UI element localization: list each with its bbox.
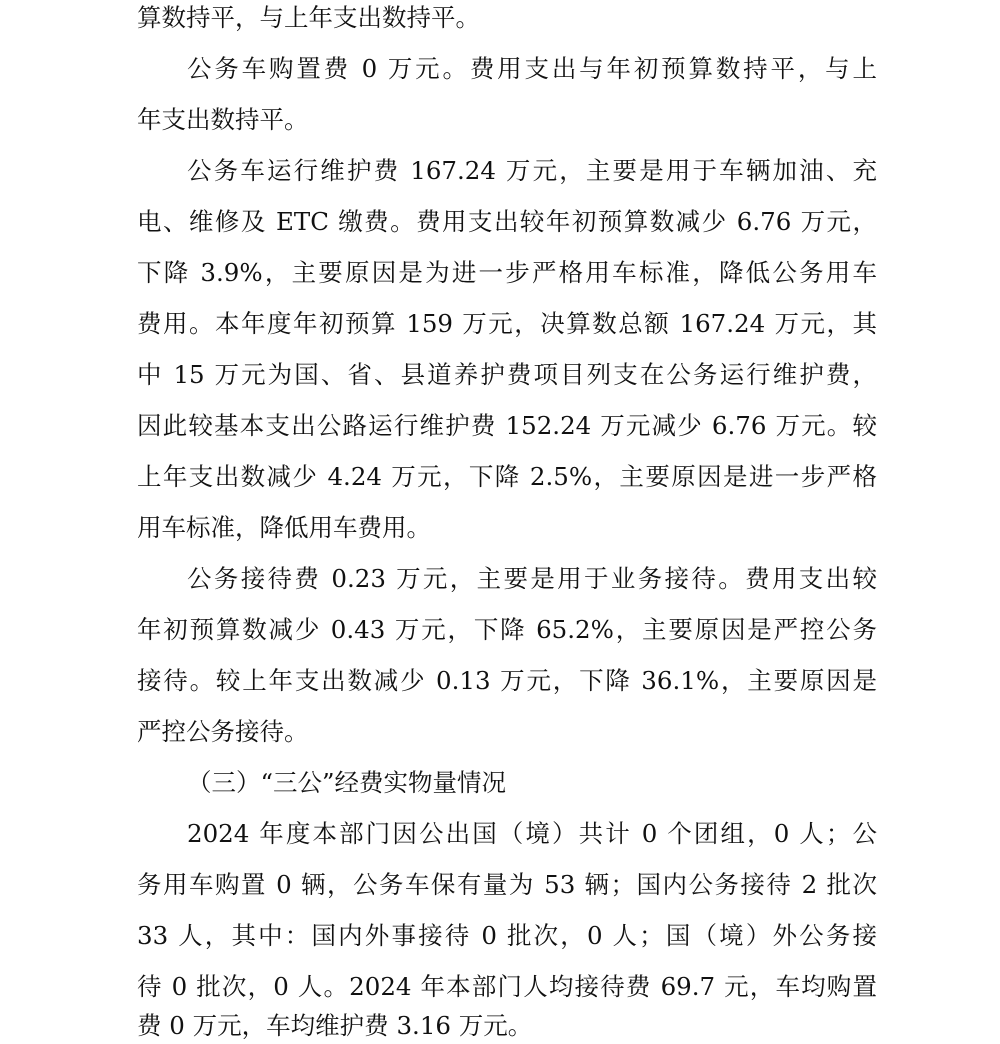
text-line-5: 电、维修及 ETC 缴费。费用支出较年初预算数减少 6.76 万元， bbox=[137, 207, 877, 236]
text-line-6: 下降 3.9%，主要原因是为进一步严格用车标准，降低公务用车 bbox=[137, 258, 877, 287]
text-line-7: 费用。本年度年初预算 159 万元，决算数总额 167.24 万元，其 bbox=[137, 309, 877, 338]
section-heading: （三）“三公”经费实物量情况 bbox=[187, 768, 507, 797]
text-line-3: 年支出数持平。 bbox=[137, 105, 309, 134]
text-line-9: 因此较基本支出公路运行维护费 152.24 万元减少 6.76 万元。较 bbox=[137, 411, 877, 440]
text-line-10: 上年支出数减少 4.24 万元，下降 2.5%，主要原因是进一步严格 bbox=[137, 462, 877, 491]
text-line-12: 公务接待费 0.23 万元，主要是用于业务接待。费用支出较 bbox=[187, 564, 877, 593]
text-line-17: 2024 年度本部门因公出国（境）共计 0 个团组，0 人；公 bbox=[187, 819, 877, 848]
text-line-2: 公务车购置费 0 万元。费用支出与年初预算数持平，与上 bbox=[187, 54, 877, 83]
text-line-18: 务用车购置 0 辆，公务车保有量为 53 辆；国内公务接待 2 批次 bbox=[137, 870, 877, 899]
text-line-4: 公务车运行维护费 167.24 万元，主要是用于车辆加油、充 bbox=[187, 156, 877, 185]
text-line-8: 中 15 万元为国、省、县道养护费项目列支在公务运行维护费， bbox=[137, 360, 877, 389]
text-line-13: 年初预算数减少 0.43 万元，下降 65.2%，主要原因是严控公务 bbox=[137, 615, 877, 644]
text-line-21: 费 0 万元，车均维护费 3.16 万元。 bbox=[137, 1011, 533, 1040]
text-line-20: 待 0 批次，0 人。2024 年本部门人均接待费 69.7 元，车均购置 bbox=[137, 972, 877, 1001]
text-line-1: 算数持平，与上年支出数持平。 bbox=[137, 3, 480, 32]
text-line-15: 严控公务接待。 bbox=[137, 717, 309, 746]
text-line-11: 用车标准，降低用车费用。 bbox=[137, 513, 431, 542]
text-line-19: 33 人，其中：国内外事接待 0 批次，0 人；国（境）外公务接 bbox=[137, 921, 877, 950]
text-line-14: 接待。较上年支出数减少 0.13 万元，下降 36.1%，主要原因是 bbox=[137, 666, 877, 695]
